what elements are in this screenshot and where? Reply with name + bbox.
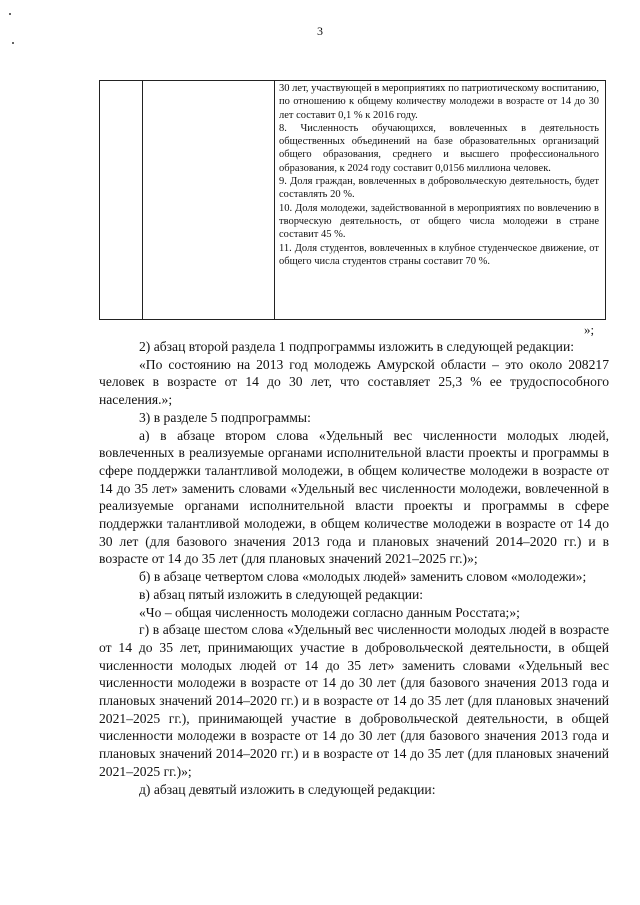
body-paragraph: 3) в разделе 5 подпрограммы: <box>139 409 311 425</box>
table-closing-quote: »; <box>584 322 595 337</box>
table-cell-paragraph: 9. Доля граждан, вовлеченных в добровольческую деятельность, будет составлять 20 %. <box>279 176 599 201</box>
table-cell-paragraph: 11. Доля студентов, вовлеченных в клубное студенческое движение, от общего числа студентов страны составит 70 %. <box>279 242 599 267</box>
body-paragraph: 2) абзац второй раздела 1 подпрограммы изложить в следующей редакции: <box>139 339 575 354</box>
body-paragraph: а) в абзаце втором слова «Удельный вес численности молодых людей, вовлеченных в реализуемые органами исполнительной власти проекты и программы в сфере поддержки талантливой молодежи, в общем количестве молодежи в возрасте от 14 до 35 лет» заменить словами «Удельный вес численности молодежи, вовлеченной в реализуемые органами исполнительной власти проекты и программы в сфере поддержки талантливой молодежи, в общем количестве молодежи в возрасте от 14 до 30 лет (для базового значения 2013 года и плановых значений 2014–2020 гг.) и в возрасте от 14 до 35 лет (для плановых значений 2021–2025 гг.)»; <box>99 427 609 567</box>
body-paragraph: г) в абзаце шестом слова «Удельный вес численности молодых людей в возрасте от 14 до 35 лет, принимающих участие в добровольческой деятельности, в общей численности молодых людей от 14 до 35 лет» заменить словами «Удельный вес численности молодежи в возрасте от 14 до 30 лет (для базового значения 2013 года и плановых значений 2014–2020 гг.) и в возрасте от 14 до 35 лет (для плановых значений 2021–2025 гг.), принимающей участие в добровольческой деятельности, в общей численности молодежи в возрасте от 14 до 30 лет (для базового значения 2013 года и плановых значений 2014–2020 гг.) и в возрасте от 14 до 35 лет (для плановых значений 2021–2025 гг.)»; <box>99 622 609 779</box>
scan-speck <box>12 42 14 44</box>
body-paragraph: в) абзац пятый изложить в следующей редакции: <box>139 586 424 602</box>
body-paragraph: б) в абзаце четвертом слова «молодых людей» заменить словом «молодежи»; <box>139 569 587 585</box>
scan-speck <box>9 13 11 15</box>
table-cell-paragraph: 8. Численность обучающихся, вовлеченных в деятельность общественных объединений на базе образовательных организаций общего образования, среднего и высшего профессионального образования, к 2024 году составит 0,0156 миллиона человек. <box>279 122 599 174</box>
table-column-divider <box>274 80 275 320</box>
body-paragraph: «Чо – общая численность молодежи согласно данным Росстата;»; <box>139 604 520 620</box>
document-body <box>99 338 609 798</box>
body-paragraph: «По состоянию на 2013 год молодежь Амурской области – это около 208217 человек в возрасте от 14 до 30 лет, что составляет 25,3 % ее трудоспособного населения.»; <box>99 356 609 408</box>
page-number: 3 <box>317 24 323 38</box>
table-cell-paragraph: 10. Доля молодежи, задействованной в мероприятиях по вовлечению в творческую деятельность, от общего числа молодежи в стране составит 45 %. <box>279 202 599 241</box>
table-column-divider <box>142 80 143 320</box>
table-cell-indicators <box>279 82 599 268</box>
table-fragment <box>99 80 606 320</box>
table-cell-paragraph: 30 лет, участвующей в мероприятиях по патриотическому воспитанию, по отношению к общему количеству молодежи в возрасте от 14 до 30 лет составит 0,1 % к 2016 году. <box>279 83 599 121</box>
body-paragraph: д) абзац девятый изложить в следующей редакции: <box>139 781 436 797</box>
